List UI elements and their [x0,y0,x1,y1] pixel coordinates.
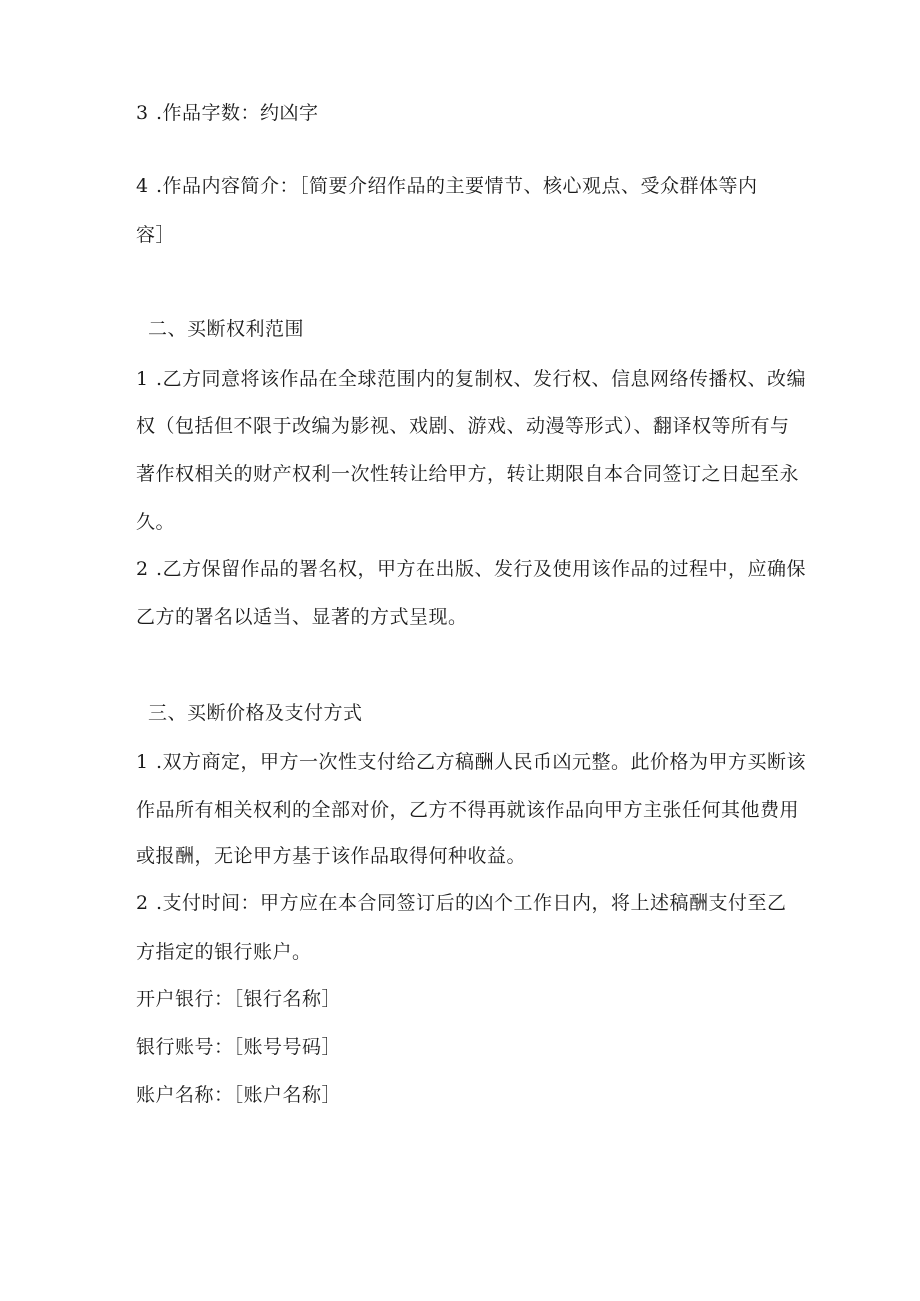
item-number: 1 [136,368,149,390]
item-text: .支付时间：甲方应在本合同签订后的凶个工作日内，将上述稿酬支付至乙 [156,892,787,914]
item-text: .乙方保留作品的署名权，甲方在出版、发行及使用该作品的过程中，应确保 [156,558,807,580]
section3-item-1-line2: 作品所有相关权利的全部对价，乙方不得再就该作品向甲方主张任何其他费用 [136,799,800,821]
section2-item-1-line2: 权（包括但不限于改编为影视、戏剧、游戏、动漫等形式）、翻译权等所有与 [136,415,790,437]
section-heading-rights-scope: 二、买断权利范围 [148,318,305,340]
item-4-continuation: 容］ [136,224,176,246]
section3-item-2-line2: 方指定的银行账户。 [136,941,312,963]
section-heading-price-payment: 三、买断价格及支付方式 [148,702,363,724]
item-text: .作品内容简介：［简要介绍作品的主要情节、核心观点、受众群体等内 [156,175,758,197]
section3-item-2 [136,890,787,916]
account-number-field: 银行账号：［账号号码］ [136,1036,342,1058]
section3-item-1-line3: 或报酬，无论甲方基于该作品取得何种收益。 [136,845,527,867]
section2-item-2 [136,556,806,582]
item-number: 2 [136,558,149,580]
item-number: 2 [136,892,149,914]
item-text: .双方商定，甲方一次性支付给乙方稿酬人民币凶元整。此价格为甲方买断该 [156,751,807,773]
section2-item-1-line3: 著作权相关的财产权利一次性转让给甲方，转让期限自本合同签订之日起至永 [136,463,800,485]
item-3-work-word-count [136,100,319,126]
item-text: .乙方同意将该作品在全球范围内的复制权、发行权、信息网络传播权、改编 [156,368,807,390]
section2-item-2-line2: 乙方的署名以适当、显著的方式呈现。 [136,606,468,628]
item-number: 3 [136,102,149,124]
item-number: 4 [136,175,149,197]
section2-item-1-line4: 久。 [136,511,176,533]
item-text: .作品字数：约凶字 [156,102,319,124]
account-name-field: 账户名称：［账户名称］ [136,1084,342,1106]
item-4-work-summary [136,173,758,199]
bank-name-field: 开户银行：［银行名称］ [136,988,342,1010]
section3-item-1 [136,749,806,775]
section2-item-1 [136,366,806,392]
item-number: 1 [136,751,149,773]
